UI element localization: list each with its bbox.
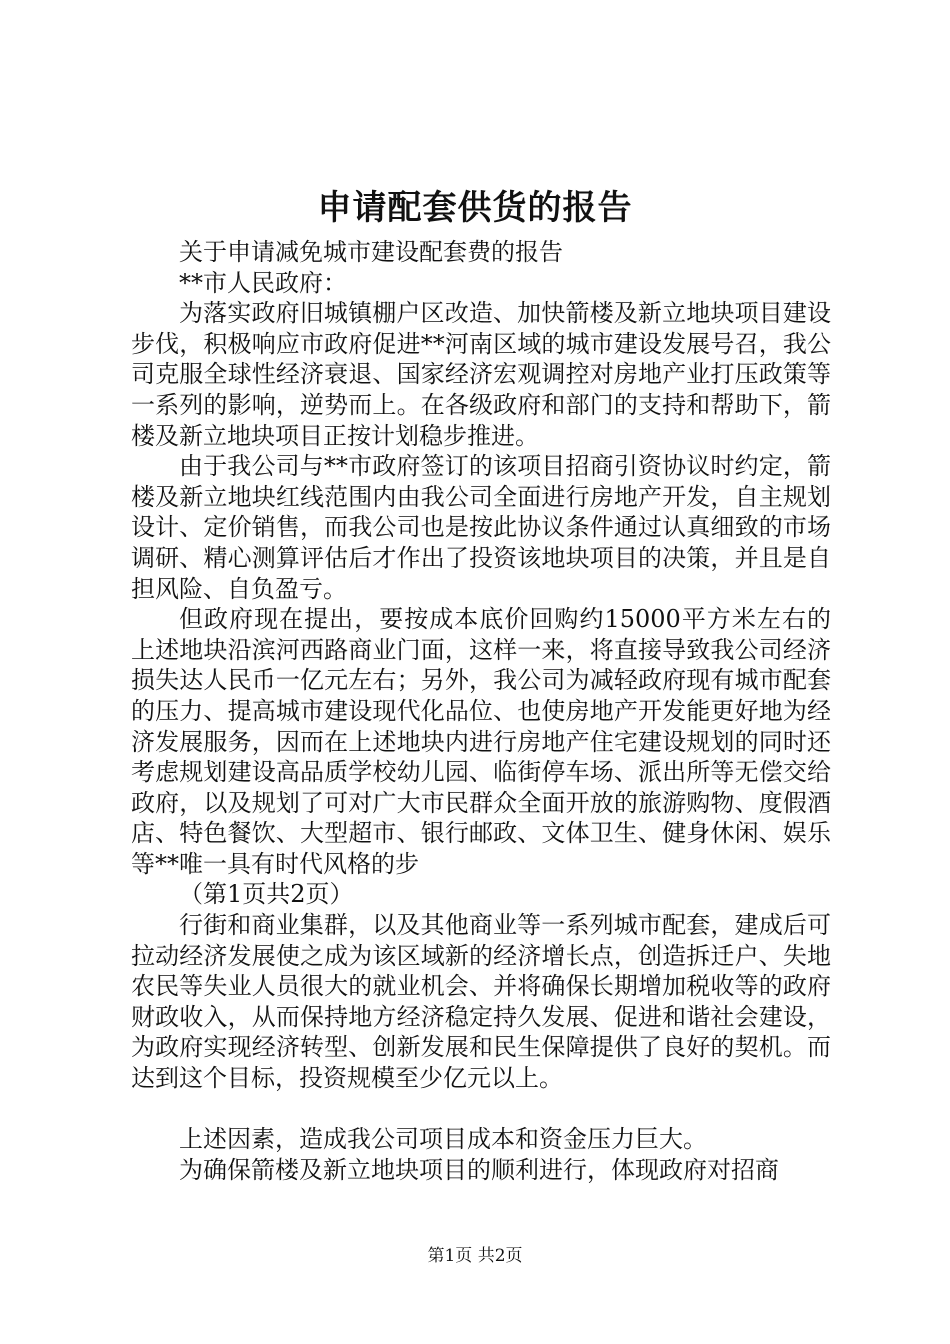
page-footer: 第1页 共2页 — [427, 1246, 523, 1266]
blank-line — [131, 1094, 831, 1125]
inline-page-marker: （第1页共2页） — [179, 880, 354, 909]
document-title: 申请配套供货的报告 — [317, 188, 633, 228]
paragraph-agreement: 由于我公司与**市政府签订的该项目招商引资协议时约定，箭楼及新立地块红线范围内由我公司全面进行房地产开发，自主规划设计、定价销售，而我公司也是按此协议条件通过认真细致的市场调研、精心测算评估后才作出了投资该地块项目的决策，并且是自担风险、自负盈亏。 — [131, 452, 831, 603]
paragraph-cost-pressure: 上述因素，造成我公司项目成本和资金压力巨大。 — [179, 1125, 707, 1154]
document-body — [131, 237, 831, 1185]
paragraph-addressee: **市人民政府： — [179, 268, 347, 297]
paragraph-background: 为落实政府旧城镇棚户区改造、加快箭楼及新立地块项目建设步伐，积极响应市政府促进**河南区域的城市建设发展号召，我公司克服全球性经济衰退、国家经济宏观调控对房地产业打压政策等一系列的影响，逆势而上。在各级政府和部门的支持和帮助下，箭楼及新立地块项目正按计划稳步推进。 — [131, 299, 831, 450]
paragraph-subject: 关于申请减免城市建设配套费的报告 — [179, 238, 563, 266]
paragraph-commercial-cluster: 行街和商业集群，以及其他商业等一系列城市配套，建成后可拉动经济发展使之成为该区域新的经济增长点，创造拆迁户、失地农民等失业人员很大的就业机会、并将确保长期增加税收等的政府财政收入，从而保持地方经济稳定持久发展、促进和谐社会建设，为政府实现经济转型、创新发展和民生保障提供了良好的契机。而达到这个目标，投资规模至少亿元以上。 — [131, 911, 831, 1093]
paragraph-request-start: 为确保箭楼及新立地块项目的顺利进行，体现政府对招商 — [179, 1155, 779, 1184]
paragraph-government-proposal: 但政府现在提出，要按成本底价回购约15000平方米左右的上述地块沿滨河西路商业门面，这样一来，将直接导致我公司经济损失达人民币一亿元左右；另外，我公司为减轻政府现有城市配套的压力、提高城市建设现代化品位、也使房地产开发能更好地为经济发展服务，因而在上述地块内进行房地产住宅建设规划的同时还考虑规划建设高品质学校幼儿园、临街停车场、派出所等无偿交给政府，以及规划了可对广大市民群众全面开放的旅游购物、度假酒店、特色餐饮、大型超市、银行邮政、文体卫生、健身休闲、娱乐等**唯一具有时代风格的步 — [131, 605, 831, 878]
